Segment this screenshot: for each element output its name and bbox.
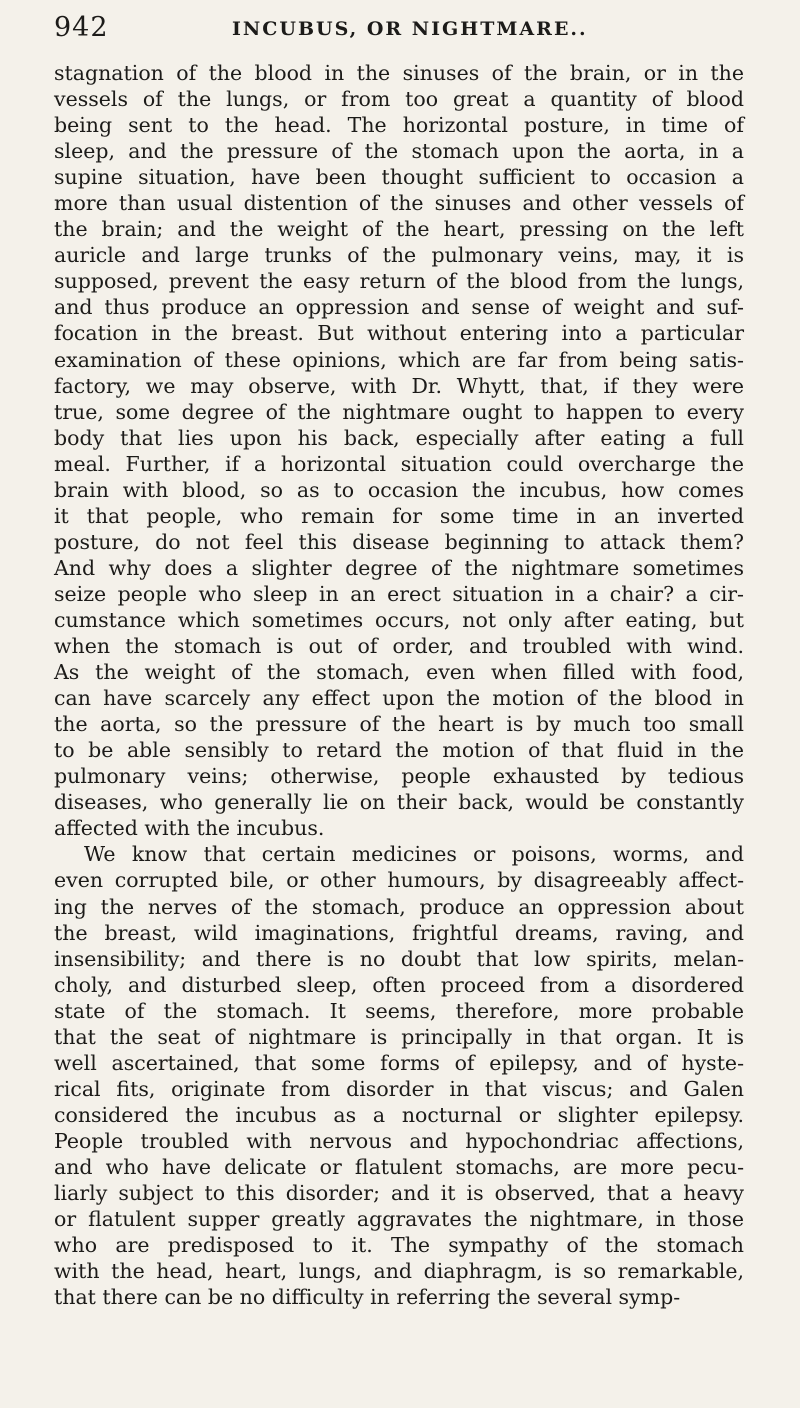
text-line: And why does a slighter degree of the nightmare sometimes: [54, 555, 744, 580]
text-line: rical fits, originate from disorder in that viscus; and Galen: [54, 1076, 744, 1101]
text-line: being sent to the head. The horizontal posture, in time of: [54, 113, 744, 138]
text-line: who are predisposed to it. The sympathy of the stomach: [54, 1233, 744, 1258]
text-line: focation in the breast. But without entering into a particular: [54, 321, 744, 346]
running-head: INCUBUS, OR NIGHTMARE..: [232, 18, 588, 40]
text-line: insensibility; and there is no doubt that low spirits, melan-: [54, 946, 744, 971]
text-line: with the head, heart, lungs, and diaphragm, is so remarkable,: [54, 1259, 744, 1284]
text-line: and thus produce an oppression and sense of weight and suf-: [54, 295, 744, 320]
text-line: that there can be no difficulty in referring the several symp-: [54, 1285, 681, 1310]
text-line: meal. Further, if a horizontal situation could overcharge the: [54, 451, 744, 476]
text-line: the breast, wild imaginations, frightful dreams, raving, and: [54, 920, 744, 945]
text-line: factory, we may observe, with Dr. Whytt, that, if they were: [54, 373, 744, 398]
text-line: true, some degree of the nightmare ought to happen to every: [54, 399, 744, 424]
text-line: can have scarcely any effect upon the motion of the blood in: [54, 686, 744, 711]
text-line: People troubled with nervous and hypochondriac affections,: [54, 1128, 744, 1153]
text-line: considered the incubus as a nocturnal or slighter epilepsy.: [54, 1102, 744, 1127]
text-line: body that lies upon his back, especially after eating a full: [54, 425, 744, 450]
text-line: and who have delicate or flatulent stomachs, are more pecu-: [54, 1154, 744, 1179]
text-line: even corrupted bile, or other humours, by disagreeably affect-: [54, 868, 744, 893]
page-header: [54, 10, 754, 50]
text-line: or flatulent supper greatly aggravates the nightmare, in those: [54, 1207, 744, 1232]
text-line: it that people, who remain for some time in an inverted: [54, 503, 744, 528]
text-line: state of the stomach. It seems, therefore, more probable: [54, 998, 744, 1023]
page-number: 942: [54, 12, 109, 43]
text-line: to be able sensibly to retard the motion of that fluid in the: [54, 738, 744, 763]
text-line: cumstance which sometimes occurs, not only after eating, but: [54, 607, 744, 632]
text-line: ing the nerves of the stomach, produce an oppression about: [54, 894, 744, 919]
paragraph: [54, 841, 744, 1310]
text-line: stagnation of the blood in the sinuses of the brain, or in the: [54, 61, 744, 85]
text-line: pulmonary veins; otherwise, people exhausted by tedious: [54, 764, 744, 789]
text-line: that the seat of nightmare is principally in that organ. It is: [54, 1024, 744, 1049]
text-line: seize people who sleep in an erect situation in a chair? a cir-: [54, 581, 744, 606]
text-line: liarly subject to this disorder; and it is observed, that a heavy: [54, 1181, 744, 1206]
text-line: affected with the incubus.: [54, 816, 325, 841]
body-text: [54, 60, 744, 1310]
text-line: sleep, and the pressure of the stomach upon the aorta, in a: [54, 139, 744, 164]
paragraph: [54, 60, 744, 841]
text-line: more than usual distention of the sinuses and other vessels of: [54, 191, 744, 216]
text-line: choly, and disturbed sleep, often proceed from a disordered: [54, 972, 744, 997]
text-line: supposed, prevent the easy return of the blood from the lungs,: [54, 269, 744, 294]
text-line: vessels of the lungs, or from too great a quantity of blood: [54, 87, 744, 112]
text-line: supine situation, have been thought sufficient to occasion a: [54, 165, 744, 190]
text-line: the aorta, so the pressure of the heart is by much too small: [54, 712, 744, 737]
text-line: well ascertained, that some forms of epilepsy, and of hyste-: [54, 1050, 744, 1075]
text-line: when the stomach is out of order, and troubled with wind.: [54, 634, 744, 659]
text-line: examination of these opinions, which are far from being satis-: [54, 347, 744, 372]
text-line: brain with blood, so as to occasion the incubus, how comes: [54, 477, 744, 502]
text-line: posture, do not feel this disease beginning to attack them?: [54, 529, 744, 554]
text-line: As the weight of the stomach, even when filled with food,: [54, 660, 744, 685]
text-line: the brain; and the weight of the heart, pressing on the left: [54, 217, 744, 242]
text-line: auricle and large trunks of the pulmonary veins, may, it is: [54, 243, 744, 268]
text-line: We know that certain medicines or poisons, worms, and: [84, 842, 744, 867]
text-line: diseases, who generally lie on their back, would be constantly: [54, 790, 744, 815]
